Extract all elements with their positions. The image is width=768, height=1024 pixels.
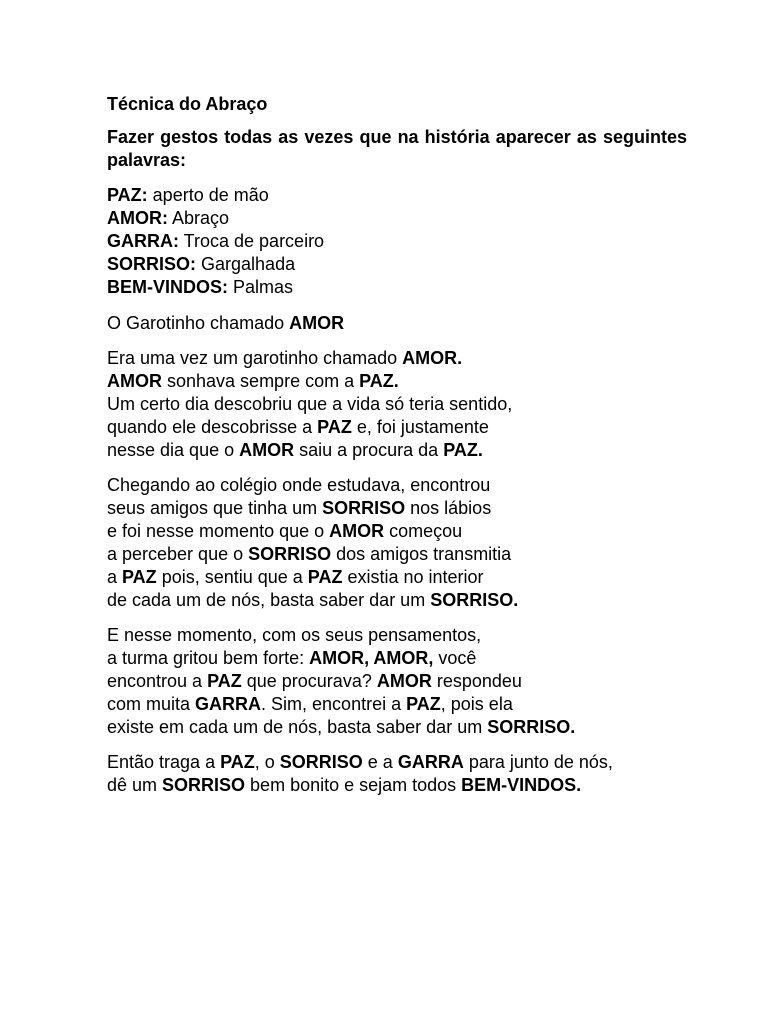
story-text: dê um	[107, 775, 163, 795]
legend-key: PAZ:	[107, 185, 148, 205]
story-text: sonhava sempre com a	[162, 371, 360, 391]
story-line	[107, 347, 687, 370]
story-text: seus amigos que tinha um	[107, 498, 323, 518]
story-line	[107, 393, 687, 416]
keyword-text: SORRISO.	[487, 717, 576, 737]
story-text: O Garotinho chamado	[107, 313, 290, 333]
keyword-text: BEM-VINDOS.	[461, 775, 582, 795]
story-body	[107, 347, 687, 797]
legend-value: Troca de parceiro	[179, 231, 325, 251]
story-text: que procurava?	[241, 671, 377, 691]
story-text: saiu a procura da	[294, 440, 444, 460]
instructions-text: Fazer gestos todas as vezes que na história aparecer as seguintes palavras:	[107, 127, 687, 170]
legend-value: Gargalhada	[196, 254, 296, 274]
keyword-text: PAZ	[317, 417, 352, 437]
keyword-text: AMOR	[107, 371, 162, 391]
story-text: para junto de nós,	[463, 752, 613, 772]
keyword-text: AMOR	[239, 440, 295, 460]
keyword-text: AMOR	[376, 671, 432, 691]
document-page	[107, 92, 687, 809]
story-line	[107, 370, 687, 393]
story-line	[107, 693, 687, 716]
story-line	[107, 716, 687, 739]
legend-row-sorriso	[107, 253, 687, 276]
keyword-text: AMOR, AMOR,	[309, 648, 434, 668]
story-text: quando ele descobrisse a	[107, 417, 318, 437]
story-text: , pois ela	[440, 694, 513, 714]
story-text: respondeu	[431, 671, 522, 691]
story-text: a turma gritou bem forte:	[107, 648, 310, 668]
story-paragraph	[107, 751, 687, 797]
legend-row-paz	[107, 184, 687, 207]
story-text: de cada um de nós, basta saber dar um	[107, 590, 431, 610]
legend-key: BEM-VINDOS:	[107, 277, 228, 297]
story-line	[107, 774, 687, 797]
story-line	[107, 670, 687, 693]
story-text: bem bonito e sejam todos	[245, 775, 462, 795]
story-text: e foi nesse momento que o	[107, 521, 330, 541]
story-text: pois, sentiu que a	[156, 567, 308, 587]
keyword-text: PAZ.	[359, 371, 399, 391]
gesture-legend	[107, 184, 687, 299]
keyword-text: SORRISO.	[430, 590, 519, 610]
keyword-text: PAZ	[122, 567, 157, 587]
story-text: e a	[362, 752, 398, 772]
keyword-text: PAZ.	[443, 440, 483, 460]
story-line	[107, 624, 687, 647]
legend-value: Abraço	[168, 208, 230, 228]
keyword-text: PAZ	[220, 752, 255, 772]
keyword-text: SORRISO	[322, 498, 406, 518]
story-text: a	[107, 567, 123, 587]
document-title: Técnica do Abraço	[107, 94, 268, 114]
legend-value: aperto de mão	[147, 185, 269, 205]
story-line	[107, 474, 687, 497]
story-text: começou	[384, 521, 463, 541]
story-line	[107, 520, 687, 543]
story-line	[107, 497, 687, 520]
legend-row-garra	[107, 230, 687, 253]
story-line	[107, 566, 687, 589]
story-text: existia no interior	[342, 567, 484, 587]
keyword-text: PAZ	[207, 671, 242, 691]
story-text: Chegando ao colégio onde estudava, encontrou	[107, 475, 491, 495]
story-paragraph	[107, 474, 687, 612]
story-text: encontrou a	[107, 671, 208, 691]
keyword-text: AMOR.	[402, 348, 463, 368]
keyword-text: PAZ	[406, 694, 441, 714]
story-text: Então traga a	[107, 752, 221, 772]
story-text: Era uma vez um garotinho chamado	[107, 348, 403, 368]
story-line	[107, 416, 687, 439]
story-line	[107, 589, 687, 612]
keyword-text: PAZ	[307, 567, 343, 587]
story-text: existe em cada um de nós, basta saber dar um	[107, 717, 488, 737]
story-line	[107, 647, 687, 670]
story-line	[107, 543, 687, 566]
story-text: . Sim, encontrei a	[261, 694, 407, 714]
legend-value: Palmas	[228, 277, 294, 297]
legend-key: SORRISO:	[107, 254, 197, 274]
story-text: dos amigos transmitia	[331, 544, 512, 564]
story-text: com muita	[107, 694, 196, 714]
keyword-text: SORRISO	[279, 752, 363, 772]
legend-row-bem-vindos	[107, 276, 687, 299]
story-paragraph	[107, 624, 687, 739]
story-title	[107, 311, 687, 335]
story-text: E nesse momento, com os seus pensamentos,	[107, 625, 482, 645]
keyword-text: AMOR	[329, 521, 385, 541]
story-text: , o	[254, 752, 280, 772]
keyword-text: AMOR	[289, 313, 345, 333]
legend-key: GARRA:	[107, 231, 179, 251]
story-text: você	[433, 648, 477, 668]
story-paragraph	[107, 347, 687, 462]
story-line	[107, 439, 687, 462]
story-text: e, foi justamente	[351, 417, 489, 437]
keyword-text: GARRA	[195, 694, 262, 714]
story-text: nesse dia que o	[107, 440, 240, 460]
keyword-text: SORRISO	[248, 544, 332, 564]
keyword-text: GARRA	[397, 752, 464, 772]
keyword-text: SORRISO	[162, 775, 246, 795]
legend-row-amor	[107, 207, 687, 230]
story-text: nos lábios	[405, 498, 492, 518]
story-text: a perceber que o	[107, 544, 249, 564]
story-text: Um certo dia descobriu que a vida só teria sentido,	[107, 394, 513, 414]
legend-key: AMOR:	[107, 208, 168, 228]
story-line	[107, 751, 687, 774]
